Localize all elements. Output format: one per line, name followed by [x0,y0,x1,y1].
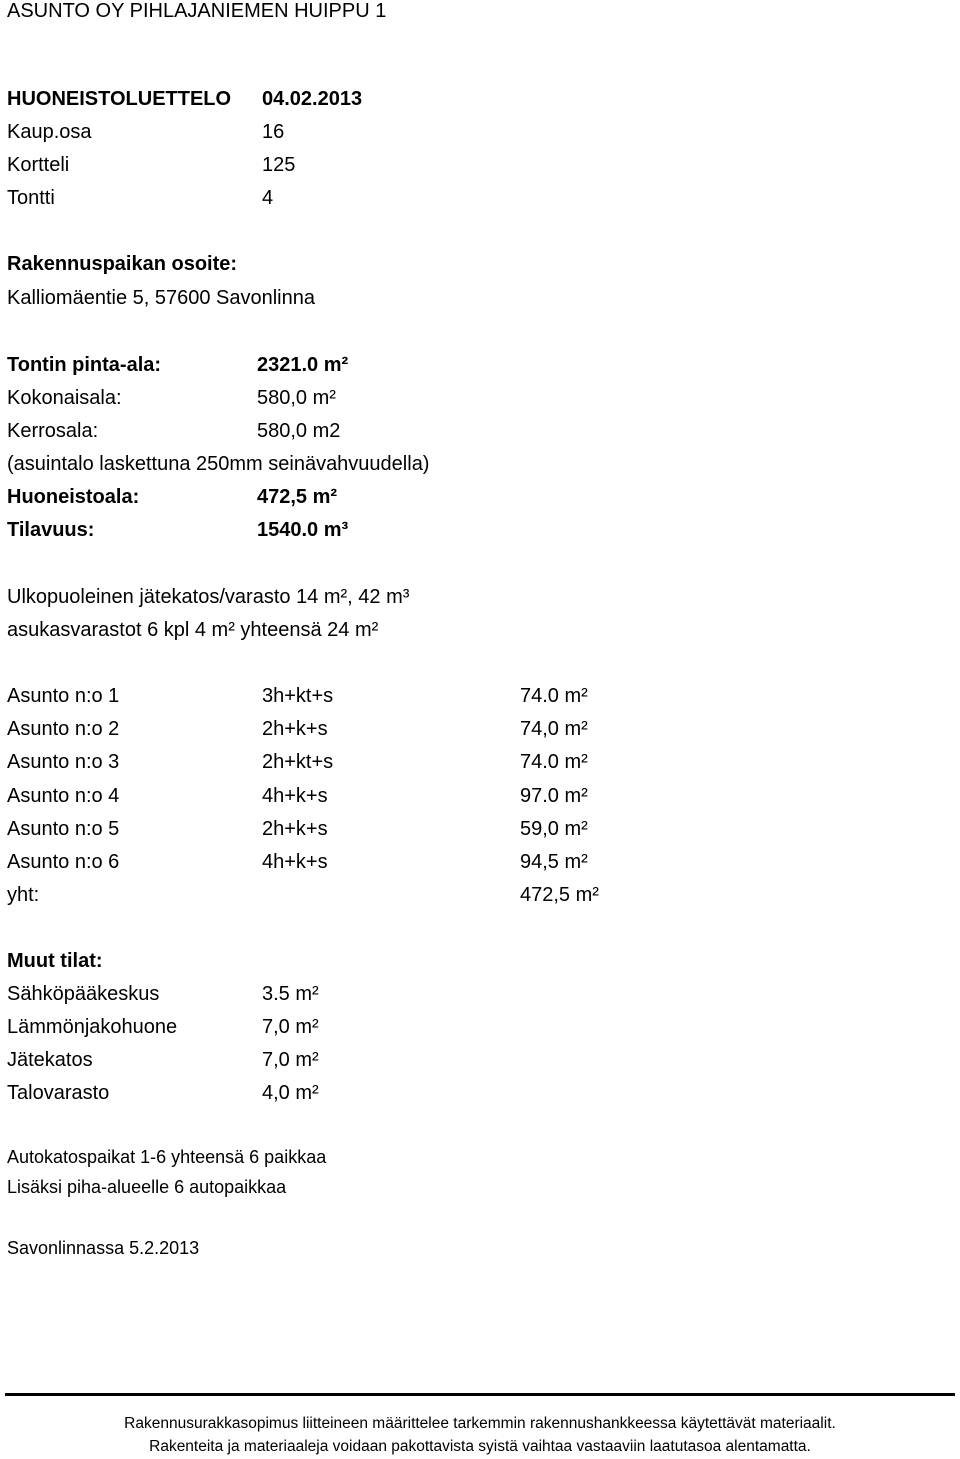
apartment-area-label: Huoneistoala: [7,486,140,508]
apartment-area-value: 472,5 m² [257,486,338,508]
other-spaces-title: Muut tilat: [7,950,103,972]
wall-thickness-note: (asuintalo laskettuna 250mm seinävahvuudella) [7,453,430,475]
signature-place-date: Savonlinnassa 5.2.2013 [7,1238,200,1258]
apartment-type: 4h+k+s [262,785,328,807]
total-area-value: 580,0 m² [257,387,336,409]
other-space-name: Sähköpääkeskus [7,983,160,1005]
apartment-area: 74.0 m² [520,685,588,707]
parking-line-2: Lisäksi piha-alueelle 6 autopaikkaa [7,1177,287,1197]
address-label: Rakennuspaikan osoite: [7,253,238,275]
document-title: ASUNTO OY PIHLAJANIEMEN HUIPPU 1 [7,0,387,22]
apartment-name: Asunto n:o 6 [7,851,120,873]
block-value: 125 [262,154,296,176]
floor-area-value: 580,0 m2 [257,420,341,442]
plot-value: 4 [262,187,274,209]
apartment-area: 94,5 m² [520,851,588,873]
address-value: Kalliomäentie 5, 57600 Savonlinna [7,287,315,309]
plot-label: Tontti [7,187,55,209]
apartment-type: 3h+kt+s [262,685,334,707]
apartment-area: 59,0 m² [520,818,588,840]
other-space-area: 7,0 m² [262,1016,319,1038]
parking-line-1: Autokatospaikat 1-6 yhteensä 6 paikkaa [7,1147,327,1167]
apartment-area: 74.0 m² [520,751,588,773]
register-title: HUONEISTOLUETTELO [7,88,232,110]
apartment-name: Asunto n:o 1 [7,685,120,707]
apartment-type: 2h+k+s [262,818,328,840]
plot-area-label: Tontin pinta-ala: [7,354,162,376]
apartments-total-label: yht: [7,884,40,906]
apartment-area: 97.0 m² [520,785,588,807]
other-space-area: 7,0 m² [262,1049,319,1071]
footer-divider [5,1393,955,1396]
storage-line-1: Ulkopuoleinen jätekatos/varasto 14 m², 42 m³ [7,586,410,608]
apartment-type: 4h+k+s [262,851,328,873]
apartment-name: Asunto n:o 3 [7,751,120,773]
block-label: Kortteli [7,154,70,176]
storage-line-2: asukasvarastot 6 kpl 4 m² yhteensä 24 m² [7,619,379,641]
register-date: 04.02.2013 [262,88,363,110]
other-space-area: 3.5 m² [262,983,319,1005]
other-space-area: 4,0 m² [262,1082,319,1104]
other-space-name: Talovarasto [7,1082,110,1104]
plot-area-value: 2321.0 m² [257,354,349,376]
district-value: 16 [262,121,285,143]
floor-area-label: Kerrosala: [7,420,99,442]
footer-line-1: Rakennusurakkasopimus liitteineen määrittelee tarkemmin rakennushankkeessa käytettävät materiaalit. [124,1415,836,1432]
apartment-type: 2h+k+s [262,718,328,740]
total-area-label: Kokonaisala: [7,387,122,409]
other-space-name: Jätekatos [7,1049,93,1071]
footer-line-2: Rakenteita ja materiaaleja voidaan pakottavista syistä vaihtaa vastaaviin laatutasoa alentamatta. [149,1438,811,1455]
district-label: Kaup.osa [7,121,92,143]
volume-value: 1540.0 m³ [257,519,349,541]
apartment-name: Asunto n:o 5 [7,818,120,840]
apartment-area: 74,0 m² [520,718,588,740]
apartment-type: 2h+kt+s [262,751,334,773]
apartments-total-area: 472,5 m² [520,884,599,906]
apartment-name: Asunto n:o 2 [7,718,120,740]
volume-label: Tilavuus: [7,519,95,541]
other-space-name: Lämmönjakohuone [7,1016,178,1038]
apartment-name: Asunto n:o 4 [7,785,120,807]
